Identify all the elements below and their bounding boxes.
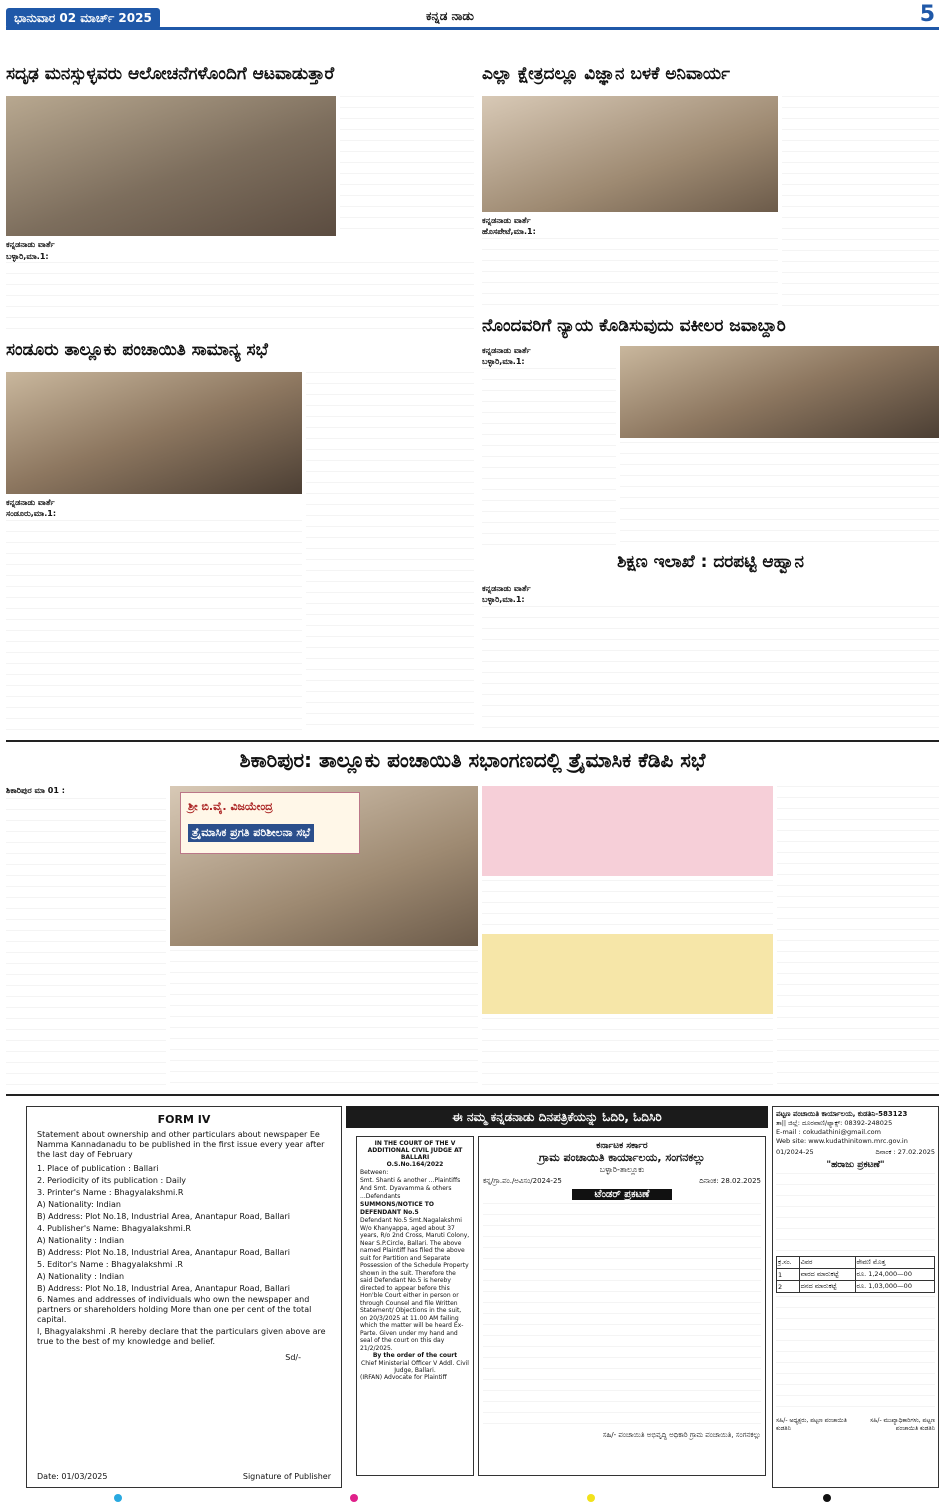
form-iv-line-6: A) Nationality : Indian (37, 1236, 125, 1245)
place-a2: ಹೊಸಪೇಟೆ,ಮಾ.1: (482, 227, 536, 236)
reg-dot-black (823, 1494, 831, 1502)
place-a5: ಬಳ್ಳಾರಿ,ಮಾ.1: (482, 595, 525, 604)
auction-web: Web site: www.kudathinitown.mrc.gov.in (776, 1137, 908, 1145)
promo-strip: ಈ ನಮ್ಮ ಕನ್ನಡನಾಡು ದಿನಪತ್ರಿಕೆಯನ್ನು ಓದಿರಿ, ಓದಿಸಿರಿ (346, 1106, 768, 1128)
form-iv-line-0: 1. Place of publication : Ballari (37, 1164, 159, 1173)
body-a2-side (782, 96, 939, 306)
place-a4: ಸಂಡೂರು,ಮಾ.1: (6, 509, 57, 518)
auction-cell: ದನದ ಮಾರುಕಟ್ಟೆ (799, 1281, 855, 1293)
photo-a3 (620, 346, 939, 438)
photo-a6 (170, 786, 478, 946)
reg-dot-yellow (587, 1494, 595, 1502)
issue-date: ಭಾನುವಾರ 02 ಮಾರ್ಚ್ 2025 (6, 8, 160, 29)
photo-banner-name: ಶ್ರೀ ಬಿ.ವೈ. ವಿಜಯೇಂದ್ರ (188, 800, 273, 813)
form-iv-line-5: 4. Publisher's Name: Bhagyalakshmi.R (37, 1224, 191, 1233)
form-iv-line-11: 6. Names and addresses of individuals who own the newspaper and partners or shareholders holding More than one per cent of the total capital. (37, 1295, 312, 1324)
form-iv-signature: Signature of Publisher (242, 1472, 331, 1481)
form-iv-line-12: I, Bhagyalakshmi .R hereby declare that the particulars given above are true to the best of my knowledge and belief. (37, 1327, 326, 1346)
court-advocate: (IRFAN) Advocate for Plaintiff (360, 1374, 447, 1381)
photo-banner-title: ತ್ರೈಮಾಸಿಕ ಪ್ರಗತಿ ಪರಿಶೀಲನಾ ಸಭೆ (188, 824, 314, 842)
paper-name: ಕನ್ನಡ ನಾಡು (426, 9, 474, 23)
form-iv-ad (26, 1106, 342, 1488)
auction-th-2: ಠೇವಣಿ ಮೊತ್ತ (855, 1257, 934, 1269)
tender-office: ಗ್ರಾಮ ಪಂಚಾಯಿತಿ ಕಾರ್ಯಾಲಯ, ಸಂಗನಕಲ್ಲು (538, 1151, 706, 1164)
headline-a6: ಶಿಕಾರಿಪುರ: ತಾಲ್ಲೂಕು ಪಂಚಾಯಿತಿ ಸಭಾಂಗಣದಲ್ಲಿ ತ್ರೈಮಾಸಿಕ ಕೆಡಿಪಿ ಸಭೆ (239, 748, 706, 772)
court-title: IN THE COURT OF THE V ADDITIONAL CIVIL JUDGE AT BALLARI (367, 1140, 463, 1161)
headline-a3: ನೊಂದವರಿಗೆ ನ್ಯಾಯ ಕೊಡಿಸುವುದು ವಕೀಲರ ಜವಾಬ್ದಾರಿ (482, 316, 786, 336)
tender-footer: ಸಹಿ/- ಪಂಚಾಯಿತಿ ಅಭಿವೃದ್ಧಿ ಅಧಿಕಾರಿ ಗ್ರಾಮ ಪಂಚಾಯಿತಿ, ಸಂಗನಕಲ್ಲು (602, 1431, 761, 1439)
headline-a2: ಎಲ್ಲಾ ಕ್ಷೇತ್ರದಲ್ಲೂ ವಿಜ್ಞಾನ ಬಳಕೆ ಅನಿವಾರ್ಯ (482, 64, 730, 84)
auction-title: "ಹರಾಜು ಪ್ರಕಟಣೆ" (826, 1160, 885, 1170)
auction-cell: ರೂ. 1,03,000—00 (855, 1281, 934, 1293)
form-iv-line-8: 5. Editor's Name : Bhagyalakshmi .R (37, 1260, 183, 1269)
place-a3: ಬಳ್ಳಾರಿ,ಮಾ.1: (482, 357, 525, 366)
form-iv-sd: Sd/- (285, 1353, 301, 1362)
photo-a4 (6, 372, 302, 494)
auction-phone: ತಾ|| ಜಿಲ್ಲೆ: ದೂರವಾಣಿ/ಫ್ಯಾಕ್ಸ್: 08392-248025 (776, 1119, 893, 1127)
photo-a1 (6, 96, 336, 236)
court-between: Between: (360, 1169, 389, 1176)
tender-notice (478, 1136, 766, 1476)
photo-a2 (482, 96, 778, 212)
body-a4-side (306, 372, 474, 732)
reg-dot-cyan (114, 1494, 122, 1502)
dateline-a1: ಕನ್ನಡನಾಡು ವಾರ್ತೆ (6, 240, 55, 249)
tender-body (483, 1203, 761, 1427)
auction-cell: 1 (777, 1269, 800, 1281)
court-order: By the order of the court (372, 1352, 458, 1359)
form-iv-line-1: 2. Periodicity of its publication : Daily (37, 1176, 187, 1185)
dateline-a2: ಕನ್ನಡನಾಡು ವಾರ್ತೆ (482, 216, 531, 225)
form-iv-intro: Statement about ownership and other particulars about newspaper Ee Namma Kannadanadu to be published in the first issue every year after the last day of February (37, 1130, 325, 1159)
registration-marks (0, 1494, 945, 1504)
auction-body-1 (776, 1173, 935, 1253)
body-a3 (620, 442, 939, 546)
auction-email: E-mail : cokudathini@gmail.com (776, 1128, 881, 1136)
auction-body-2 (776, 1296, 935, 1414)
divider-ads (6, 1094, 939, 1096)
form-iv-line-3: A) Nationality: Indian (37, 1200, 121, 1209)
form-iv-title: FORM IV (157, 1113, 211, 1126)
headline-a5: ಶಿಕ್ಷಣ ಇಲಾಖೆ : ದರಪಟ್ಟಿ ಆಹ್ವಾನ (617, 552, 804, 572)
auction-no: 01/2024-25 (776, 1148, 814, 1156)
highlight-a6-2 (482, 934, 773, 1014)
form-iv-date: Date: 01/03/2025 (37, 1472, 108, 1481)
auction-th-0: ಕ್ರ.ಸಂ. (777, 1257, 800, 1269)
auction-sign-right: ಸಹಿ/- ಮುಖ್ಯಾಧಿಕಾರಿಗಳು, ಪಟ್ಟಣ ಪಂಚಾಯಿತಿ ಕುಡತಿನಿ (870, 1417, 935, 1432)
body-a4 (6, 520, 302, 732)
body-a1 (6, 262, 474, 332)
court-summons: SUMMONS/NOTICE TO DEFENDANT No.5 (360, 1201, 435, 1216)
form-iv-line-4: B) Address: Plot No.18, Industrial Area, Anantapur Road, Ballari (37, 1212, 290, 1221)
auction-th-1: ವಿವರ (799, 1257, 855, 1269)
court-officer: Chief Ministerial Officer V Addl. Civil Judge, Ballari. (361, 1360, 469, 1374)
court-notice (356, 1136, 474, 1476)
auction-table-header (777, 1257, 935, 1269)
body-a5 (482, 606, 939, 732)
page-number: 5 (919, 2, 935, 27)
tender-date: ದಿನಾಂಕ: 28.02.2025 (699, 1177, 761, 1185)
tender-title: ಟೆಂಡರ್ ಪ್ರಕಟಣೆ (572, 1189, 672, 1200)
body-a3-col1 (482, 368, 616, 546)
auction-notice (772, 1106, 939, 1488)
body-a2 (482, 238, 778, 306)
court-case: O.S.No.164/2022 (386, 1161, 444, 1168)
auction-sign-left: ಸಹಿ/- ಅಧ್ಯಕ್ಷರು, ಪಟ್ಟಣ ಪಂಚಾಯಿತಿ ಕುಡತಿನಿ (776, 1417, 847, 1432)
body-a1-top (340, 96, 474, 236)
body-a6-under-photo (170, 950, 478, 1090)
auction-date: ದಿನಾಂಕ : 27.02.2025 (875, 1148, 935, 1156)
dateline-a4: ಕನ್ನಡನಾಡು ವಾರ್ತೆ (6, 498, 55, 507)
body-a6-col1 (6, 798, 166, 1090)
tender-no: ಕನ್ನ/ಗ್ರಾ.ಪಂ./ಅವಿಸಂ/2024-25 (483, 1177, 562, 1185)
body-a6-col2 (482, 880, 773, 932)
form-iv-line-10: B) Address: Plot No.18, Industrial Area, Anantapur Road, Ballari (37, 1284, 290, 1293)
tender-district: ಬಳ್ಳಾರಿ-ತಾಲ್ಲೂಕು (599, 1165, 645, 1174)
auction-header: ಪಟ್ಟಣ ಪಂಚಾಯಿತಿ ಕಾರ್ಯಾಲಯ, ಕುಡತಿನಿ-583123 (776, 1110, 908, 1118)
headline-a4: ಸಂಡೂರು ತಾಲ್ಲೂಕು ಪಂಚಾಯಿತಿ ಸಾಮಾನ್ಯ ಸಭೆ (6, 340, 268, 360)
body-a6-mid (482, 1018, 773, 1090)
auction-table (776, 1256, 935, 1293)
tender-govt: ಕರ್ನಾಟಕ ಸರ್ಕಾರ (596, 1141, 648, 1151)
auction-cell: ವಾರದ ಮಾರುಕಟ್ಟೆ (799, 1269, 855, 1281)
auction-cell: 2 (777, 1281, 800, 1293)
reg-dot-magenta (350, 1494, 358, 1502)
form-iv-line-2: 3. Printer's Name : Bhagyalakshmi.R (37, 1188, 184, 1197)
body-a6-right (777, 786, 939, 1090)
headline-a1: ಸದೃಢ ಮನಸ್ಸುಳ್ಳವರು ಆಲೋಚನೆಗಳೊಂದಿಗೆ ಆಟವಾಡುತ್ತಾರೆ (6, 64, 335, 84)
form-iv-line-9: A) Nationality : Indian (37, 1272, 125, 1281)
divider-a6 (6, 740, 939, 742)
table-row (777, 1281, 935, 1293)
form-iv-line-7: B) Address: Plot No.18, Industrial Area, Anantapur Road, Ballari (37, 1248, 290, 1257)
auction-cell: ರೂ. 1,24,000—00 (855, 1269, 934, 1281)
court-body: Defendant No.5 Smt.Nagalakshmi W/o Khanyappa, aged about 37 years, R/o 2nd Cross, Maruti Colony, Near S.P.Circle, Ballari. The above named Plaintiff has filed the above suit for Partition and Separate Possession of the Schedule Property shown in the suit. Therefore the said Defendant No.5 is hereby directed to appear before this Hon'ble Court either in person or through Counsel and file Written Statement/ Objections in the suit, on 20/3/2025 at 11.00 AM failing which the matter will be heard Ex-Parte. Given under my hand and seal of the court on this day 21/2/2025. (360, 1217, 470, 1352)
table-row (777, 1269, 935, 1281)
place-a1: ಬಳ್ಳಾರಿ,ಮಾ.1: (6, 252, 49, 261)
dateline-a5: ಕನ್ನಡನಾಡು ವಾರ್ತೆ (482, 584, 531, 593)
court-parties: Smt. Shanti & another ...Plaintiffs And Smt. Dyavamma & others ...Defendants (360, 1177, 461, 1200)
dateline-a3: ಕನ್ನಡನಾಡು ವಾರ್ತೆ (482, 346, 531, 355)
masthead (6, 4, 939, 30)
highlight-a6-1 (482, 786, 773, 876)
place-a6: ಶಿಕಾರಿಪುರ ಮಾ 01 : (6, 786, 65, 795)
